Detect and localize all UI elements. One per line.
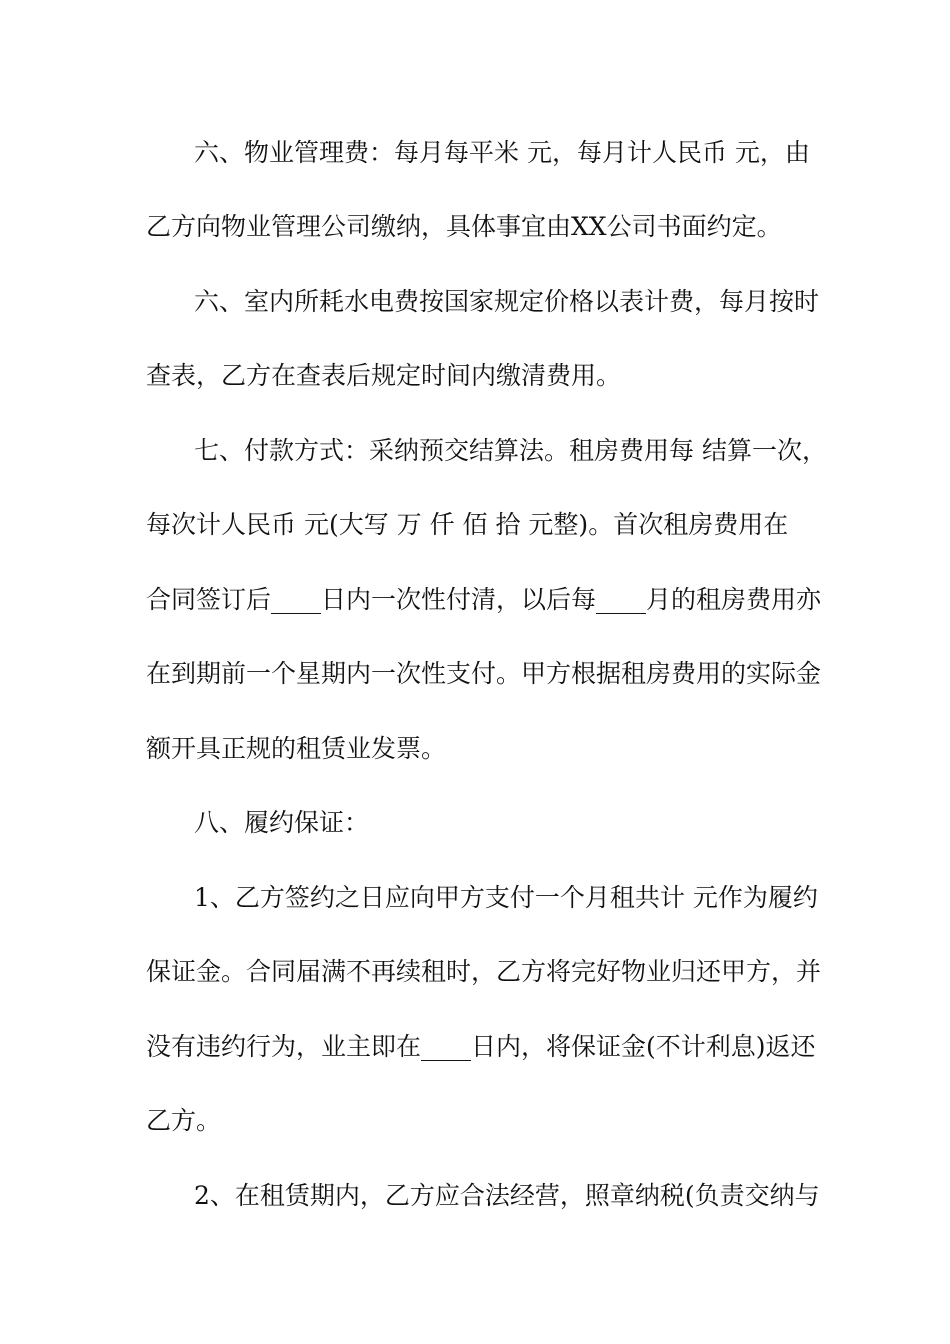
paragraph-payment-line-4: 在到期前一个星期内一次性支付。甲方根据租房费用的实际金	[146, 659, 822, 688]
clause-2-line-1: 2、在租赁期内，乙方应合法经营，照章纳税(负责交纳与	[194, 1181, 820, 1210]
paragraph-property-fee-line-2: 乙方向物业管理公司缴纳，具体事宜由XX公司书面约定。	[146, 212, 782, 241]
paragraph-property-fee-line-1: 六、物业管理费：每月每平米 元，每月计人民币 元，由	[194, 138, 810, 167]
paragraph-payment-line-2: 每次计人民币 元(大写 万 仟 佰 拾 元整)。首次租房费用在	[146, 510, 789, 539]
clause-1-line-1: 1、乙方签约之日应向甲方支付一个月租共计 元作为履约	[194, 883, 818, 912]
clause-1-line-4: 乙方。	[146, 1106, 222, 1135]
section-heading-performance-guarantee: 八、履约保证：	[194, 808, 370, 837]
clause-1-line-2: 保证金。合同届满不再续租时，乙方将完好物业归还甲方，并	[146, 957, 822, 986]
paragraph-payment-line-5: 额开具正规的租赁业发票。	[146, 734, 447, 763]
paragraph-payment-line-3: 合同签订后____日内一次性付清，以后每____月的租房费用亦	[146, 585, 822, 614]
paragraph-payment-line-1: 七、付款方式：采纳预交结算法。租房费用每 结算一次，	[194, 436, 827, 465]
clause-1-line-3: 没有违约行为，业主即在____日内，将保证金(不计利息)返还	[146, 1032, 816, 1061]
paragraph-utilities-line-2: 查表，乙方在查表后规定时间内缴清费用。	[146, 361, 622, 390]
paragraph-utilities-line-1: 六、室内所耗水电费按国家规定价格以表计费，每月按时	[194, 287, 820, 316]
